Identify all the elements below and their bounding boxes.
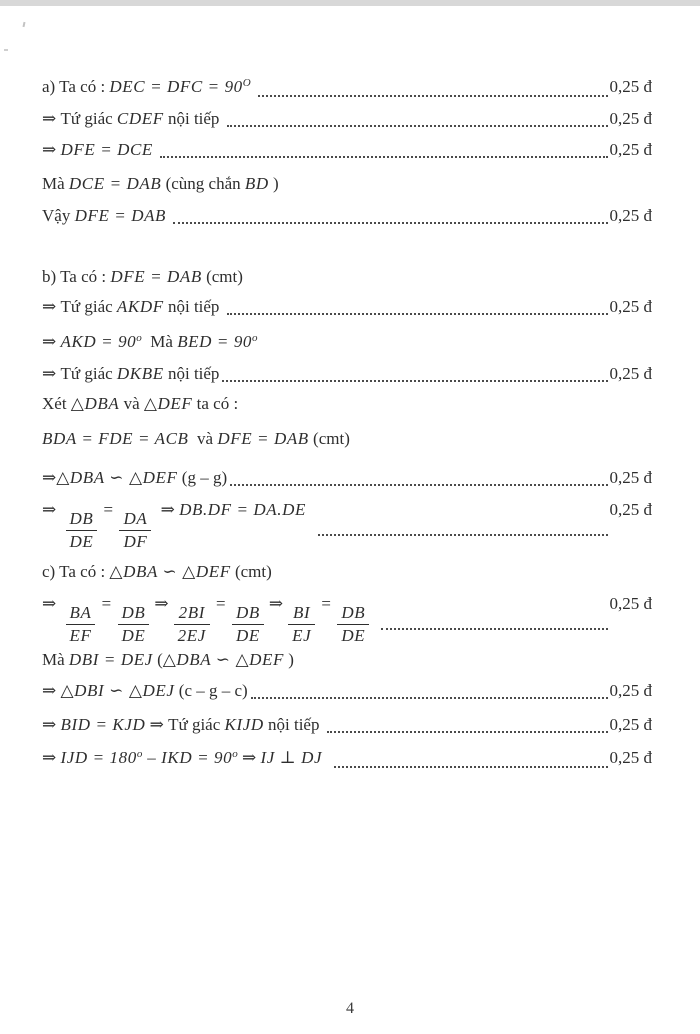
math-text: BDA = FDE = ACB bbox=[42, 429, 189, 448]
fraction: $\frac{DB}{DE}$ bbox=[232, 603, 264, 646]
math-text: BD bbox=[244, 174, 269, 193]
math-text: AKDF bbox=[116, 297, 164, 316]
dotted-leader bbox=[251, 697, 608, 699]
math-text: △DBA ∽ △DEF bbox=[162, 650, 285, 669]
plain-text: a) Ta có : bbox=[42, 77, 110, 96]
superscript: o bbox=[232, 748, 238, 760]
dotted-leader bbox=[173, 222, 607, 224]
plain-text: Vậy bbox=[42, 206, 75, 225]
math-symbol: ⇒ bbox=[268, 594, 284, 613]
doc-line bbox=[42, 463, 652, 493]
fraction: $\frac{DB}{DE}$ bbox=[337, 603, 369, 646]
plain-text: b) Ta có : bbox=[42, 267, 111, 286]
superscript: O bbox=[242, 77, 251, 89]
plain-text bbox=[251, 72, 255, 102]
plain-text: ) bbox=[284, 650, 294, 669]
dotted-leader bbox=[318, 534, 608, 536]
doc-line bbox=[42, 495, 652, 551]
plain-text: Mà bbox=[141, 332, 178, 351]
points-value: 0,25 đ bbox=[609, 594, 652, 613]
math-text: IJD = 180 bbox=[60, 748, 137, 767]
doc-line bbox=[42, 557, 652, 587]
doc-line bbox=[42, 389, 652, 419]
math-symbol: ⇒ bbox=[42, 109, 61, 128]
math-text: △DEF bbox=[143, 394, 193, 413]
plain-text: Tứ giác bbox=[60, 109, 117, 128]
plain-text: nội tiếp bbox=[163, 297, 224, 316]
math-symbol: ⇒ bbox=[154, 594, 169, 613]
math-symbol: ⇒ bbox=[42, 681, 61, 700]
math-text: DFE = DCE bbox=[60, 140, 153, 159]
plain-text: (cmt) bbox=[308, 429, 350, 448]
fraction: $\frac{2BI}{2EJ}$ bbox=[174, 603, 210, 646]
doc-line bbox=[42, 359, 652, 389]
points-value: 0,25 đ bbox=[609, 77, 652, 96]
points-value: 0,25 đ bbox=[609, 206, 652, 225]
math-text: DKBE bbox=[116, 364, 164, 383]
math-text: BID = KJD bbox=[60, 715, 146, 734]
math-symbol: ⇒ bbox=[42, 594, 61, 613]
math-symbol: ⇒ bbox=[156, 500, 180, 519]
math-text: △DBI ∽ △DEJ bbox=[60, 681, 175, 700]
dotted-leader bbox=[160, 156, 607, 158]
points-value: 0,25 đ bbox=[609, 468, 652, 487]
doc-line bbox=[42, 72, 652, 104]
plain-text bbox=[374, 589, 378, 619]
dotted-leader bbox=[230, 484, 607, 486]
plain-text: nội tiếp bbox=[263, 715, 324, 734]
plain-text: (cùng chắn bbox=[161, 174, 245, 193]
dotted-leader bbox=[222, 380, 607, 382]
plain-text: ) bbox=[268, 174, 279, 193]
dotted-leader bbox=[227, 125, 608, 127]
math-text: BED = 90 bbox=[177, 332, 253, 351]
math-text: = bbox=[214, 594, 227, 613]
points-value: 0,25 đ bbox=[609, 109, 652, 128]
doc-line bbox=[42, 589, 652, 645]
math-text: – IKD = 90 bbox=[142, 748, 233, 767]
math-symbol: ⇒ bbox=[42, 332, 61, 351]
doc-line bbox=[42, 327, 652, 359]
math-symbol: ⇒ bbox=[42, 297, 61, 316]
plain-text: Tứ giác bbox=[60, 364, 117, 383]
fraction: $\frac{DB}{DE}$ bbox=[66, 509, 98, 552]
plain-text: Mà bbox=[42, 650, 69, 669]
points-value: 0,25 đ bbox=[609, 364, 652, 383]
plain-text: (c – g – c) bbox=[174, 681, 248, 700]
math-text: IJ ⊥ DJ bbox=[260, 748, 323, 767]
dotted-leader bbox=[381, 628, 607, 630]
plain-text: Tứ giác bbox=[60, 297, 117, 316]
plain-text: (g – g) bbox=[177, 468, 228, 487]
points-value: 0,25 đ bbox=[609, 681, 652, 700]
points-value: 0,25 đ bbox=[609, 500, 652, 519]
doc-line bbox=[42, 676, 652, 706]
dotted-leader bbox=[227, 313, 608, 315]
points-value: 0,25 đ bbox=[609, 297, 652, 316]
doc-line bbox=[42, 135, 652, 165]
math-symbol: ⇒ bbox=[237, 748, 261, 767]
plain-text: nội tiếp bbox=[163, 364, 220, 383]
plain-text: Tứ giác bbox=[168, 715, 225, 734]
points-value: 0,25 đ bbox=[609, 748, 652, 767]
plain-text: và bbox=[119, 394, 144, 413]
doc-line bbox=[42, 104, 652, 134]
doc-line bbox=[42, 292, 652, 322]
doc-line bbox=[42, 743, 652, 775]
math-text: DEC = DFC = 90 bbox=[109, 77, 243, 96]
math-symbol: ⇒ bbox=[42, 364, 61, 383]
math-text: DBI = DEJ bbox=[68, 650, 153, 669]
doc-line bbox=[42, 645, 652, 675]
math-text: = bbox=[320, 594, 333, 613]
plain-text bbox=[306, 495, 315, 525]
plain-text: ( bbox=[152, 650, 163, 669]
plain-text: c) Ta có : bbox=[42, 562, 110, 581]
math-text: CDEF bbox=[116, 109, 164, 128]
dotted-leader bbox=[327, 731, 608, 733]
math-symbol: ⇒ bbox=[42, 140, 61, 159]
dotted-leader bbox=[258, 95, 608, 97]
math-text: DFE = DAB bbox=[74, 206, 167, 225]
superscript: o bbox=[136, 332, 142, 344]
plain-text bbox=[166, 201, 170, 231]
plain-text: (cmt) bbox=[230, 562, 272, 581]
doc-line bbox=[42, 424, 652, 454]
math-symbol: ⇒ bbox=[42, 748, 61, 767]
plain-text: (cmt) bbox=[201, 267, 243, 286]
math-symbol: ⇒ bbox=[145, 715, 169, 734]
math-text: AKD = 90 bbox=[60, 332, 137, 351]
points-value: 0,25 đ bbox=[609, 140, 652, 159]
dotted-leader bbox=[334, 766, 608, 768]
math-text: △DBA bbox=[70, 394, 120, 413]
plain-text: Mà bbox=[42, 174, 69, 193]
math-text: DFE = DAB bbox=[217, 429, 309, 448]
math-text: KIJD bbox=[224, 715, 264, 734]
plain-text bbox=[153, 135, 157, 165]
math-text: △DBA ∽ △DEF bbox=[109, 562, 231, 581]
fraction: $\frac{DA}{DF}$ bbox=[119, 509, 151, 552]
doc-line bbox=[42, 710, 652, 740]
math-text: DCE = DAB bbox=[68, 174, 162, 193]
doc-line bbox=[42, 201, 652, 231]
math-text: = bbox=[102, 500, 115, 519]
math-text: DFE = DAB bbox=[110, 267, 202, 286]
plain-text: nội tiếp bbox=[163, 109, 224, 128]
plain-text: Xét bbox=[42, 394, 71, 413]
math-symbol: ⇒ bbox=[42, 500, 61, 519]
math-text: DB.DF = DA.DE bbox=[179, 500, 306, 519]
fraction: $\frac{BI}{EJ}$ bbox=[288, 603, 315, 646]
doc-line bbox=[42, 262, 652, 292]
superscript: o bbox=[136, 748, 143, 760]
plain-text: ta có : bbox=[192, 394, 239, 413]
math-symbol: ⇒ bbox=[42, 468, 57, 487]
plain-text bbox=[322, 743, 331, 773]
fraction: $\frac{DB}{DE}$ bbox=[118, 603, 150, 646]
points-value: 0,25 đ bbox=[609, 715, 652, 734]
math-symbol: ⇒ bbox=[42, 715, 61, 734]
superscript: o bbox=[252, 332, 258, 344]
doc-line bbox=[42, 169, 652, 199]
plain-text: và bbox=[188, 429, 218, 448]
math-text: = bbox=[100, 594, 113, 613]
fraction: $\frac{BA}{EF}$ bbox=[66, 603, 96, 646]
math-text: △DBA ∽ △DEF bbox=[56, 468, 178, 487]
page-number: 4 bbox=[346, 1000, 354, 1017]
